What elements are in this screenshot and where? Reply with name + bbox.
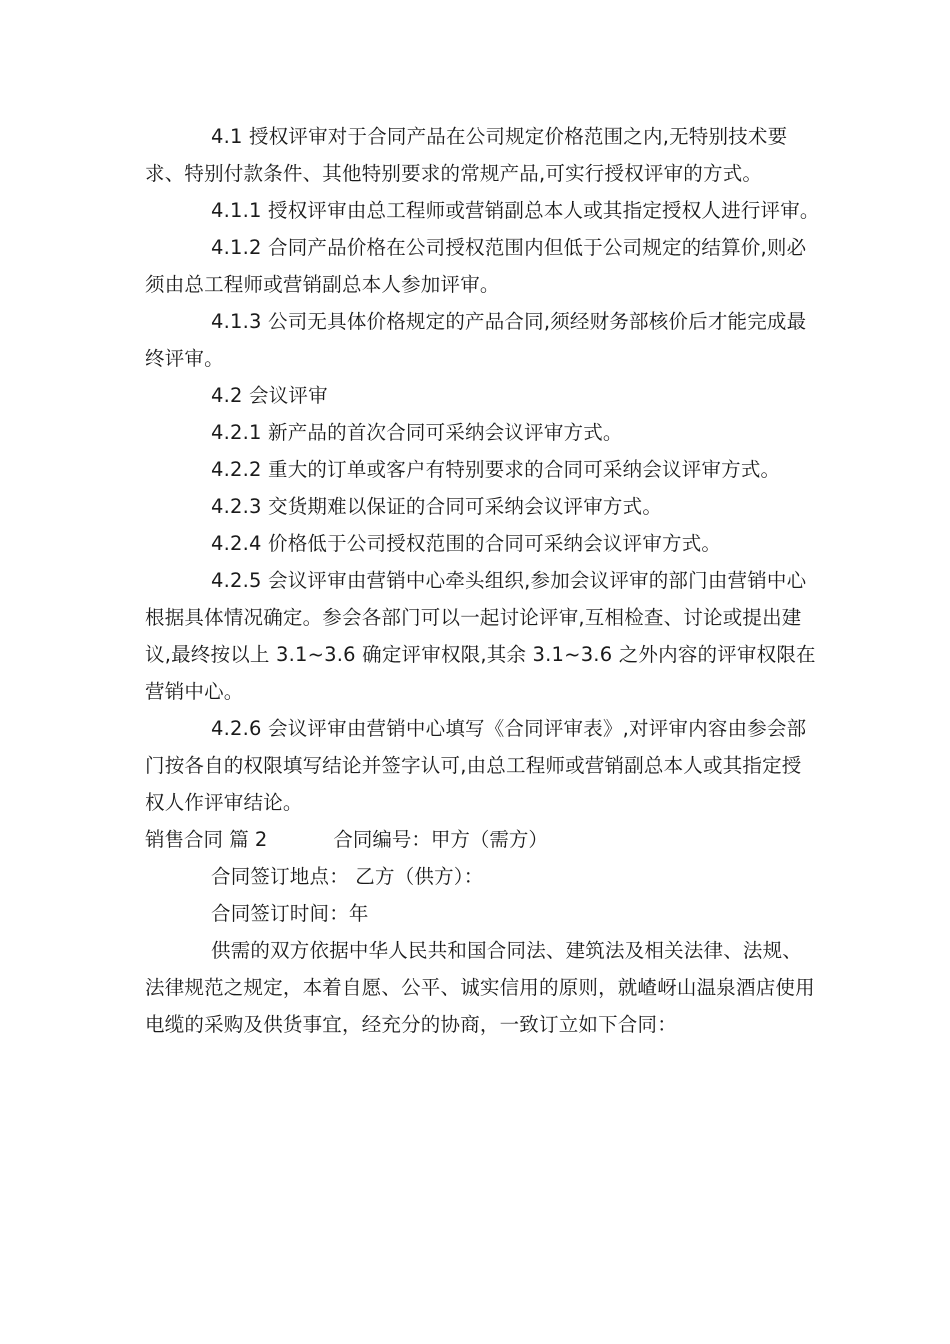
document-body [145,118,820,1043]
paragraph-4-1: 4.1 授权评审对于合同产品在公司规定价格范围之内,无特别技术要求、特别付款条件、其他特别要求的常规产品,可实行授权评审的方式。 [145,125,788,185]
sign-time-line: 合同签订时间：年 [211,902,369,925]
paragraph-4-2-6: 4.2.6 会议评审由营销中心填写《合同评审表》,对评审内容由参会部门按各自的权限填写结论并签字认可,由总工程师或营销副总本人或其指定授权人作评审结论。 [145,717,807,814]
section-title: 销售合同 篇 2 [145,828,268,851]
paragraph-4-2: 4.2 会议评审 [211,384,328,407]
paragraph-4-2-1: 4.2.1 新产品的首次合同可采纳会议评审方式。 [211,421,623,444]
paragraph-4-2-5: 4.2.5 会议评审由营销中心牵头组织,参加会议评审的部门由营销中心根据具体情况确定。参会各部门可以一起讨论评审,互相检查、讨论或提出建议,最终按以上 3.1~3.6 确定评审权限,其余 3.1~3.6 之外内容的评审权限在营销中心。 [145,569,816,703]
paragraph-4-2-4: 4.2.4 价格低于公司授权范围的合同可采纳会议评审方式。 [211,532,722,555]
section-heading-line [145,821,820,858]
contract-number-label: 合同编号：甲方（需方） [333,828,548,851]
paragraph-4-1-3: 4.1.3 公司无具体价格规定的产品合同,须经财务部核价后才能完成最终评审。 [145,310,807,370]
contract-preamble: 供需的双方依据中华人民共和国合同法、建筑法及相关法律、法规、法律规范之规定，本着自愿、公平、诚实信用的原则，就嵖岈山温泉酒店使用电缆的采购及供货事宜，经充分的协商，一致订立如下合同： [145,939,815,1036]
sign-place-line: 合同签订地点： 乙方（供方）： [211,865,484,888]
paragraph-4-2-3: 4.2.3 交货期难以保证的合同可采纳会议评审方式。 [211,495,663,518]
paragraph-4-1-2: 4.1.2 合同产品价格在公司授权范围内但低于公司规定的结算价,则必须由总工程师或营销副总本人参加评审。 [145,236,807,296]
paragraph-4-2-2: 4.2.2 重大的订单或客户有特别要求的合同可采纳会议评审方式。 [211,458,781,481]
paragraph-4-1-1: 4.1.1 授权评审由总工程师或营销副总本人或其指定授权人进行评审。 [211,199,820,222]
